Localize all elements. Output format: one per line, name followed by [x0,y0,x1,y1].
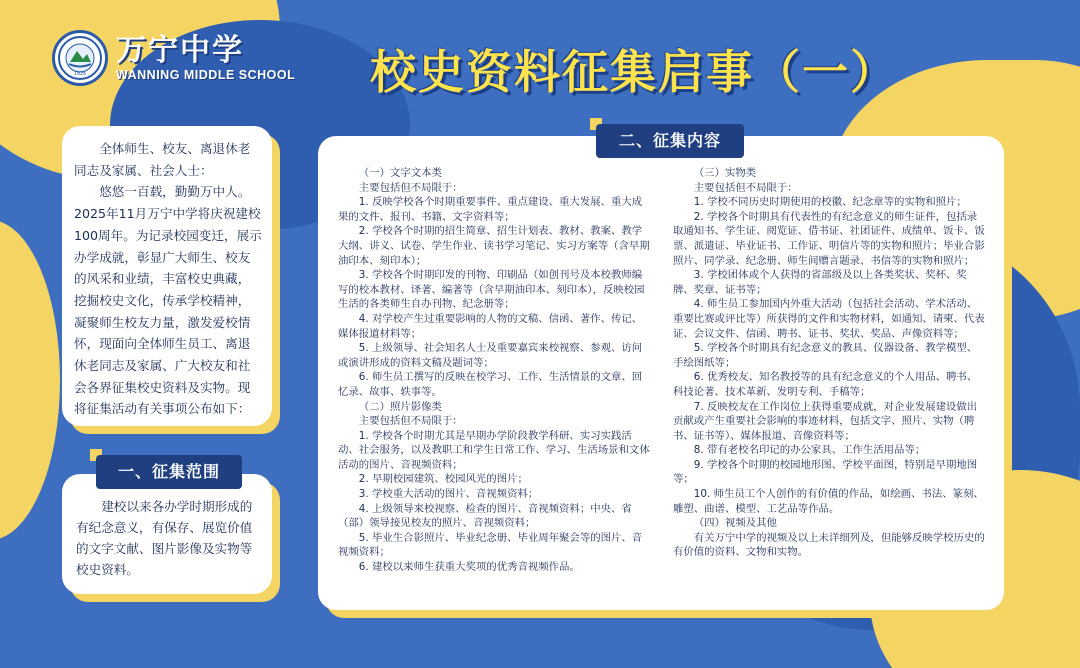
intro-body: 悠悠一百载，勤勤万中人。2025年11月万宁中学将庆祝建校100周年。为记录校园变迁，展示办学成就，彰显广大师生、校友的风采和业绩，丰富校史典藏，挖掘校史文化，传承学校精神，凝聚师生校友力量，激发爱校情怀，现面向全体师生员工、离退休老同志及家属、广大校友和社会各界征集校史资料及实物。现将征集活动有关事项公布如下： [74,184,262,417]
list-item: 5. 上级领导、社会知名人士及重要嘉宾来校视察、参观、访问或演讲形成的资料文稿及题词等； [338,342,643,369]
intro-greeting: 全体师生、校友、离退休老同志及家属、社会人士： [74,141,251,178]
list-item: 1. 学校不同历史时期使用的校徽、纪念章等的实物和照片； [693,196,967,209]
photo-category-lead: 主要包括但不局限于： [358,415,463,428]
list-item: 3. 学校重大活动的图片、音视频资料； [358,488,539,501]
video-category-body: 有关万宁中学的视频及以上未详细列及，但能够反映学校历史的有价值的资料、文物和实物。 [673,531,985,559]
scope-body: 建校以来各办学时期形成的有纪念意义，有保存、展览价值的文字文献、图片影像及实物等校史资料。 [76,499,253,577]
list-item: 5. 学校各个时期具有纪念意义的教具、仪器设备、教学模型、手绘图纸等； [673,342,978,369]
object-category-lead: 主要包括但不局限于： [693,181,798,194]
list-item: 7. 反映校友在工作岗位上获得重要成就，对企业发展建设做出贡献或产生重要社会影响的事迹材料，包括文字、照片、实物（聘书、证书等）、媒体报道、音像资料等； [673,400,978,442]
list-item: 9. 学校各个时期的校园地形图、学校平面图，特别是早期地图等； [673,458,978,486]
school-emblem-icon [52,30,108,86]
object-category-title: （三）实物类 [693,167,757,179]
list-item: 4. 上级领导来校视察、检查的图片、音视频资料；中央、省（部）领导接见校友的照片、音视频资料； [338,502,632,530]
logo-year: 1926 [73,71,87,77]
list-item: 6. 优秀校友、知名教授等的具有纪念意义的个人用品、聘书、科技论著、技术革新、发明专利、手稿等； [673,371,978,398]
video-category-title: （四）视频及其他 [693,517,777,530]
list-item: 3. 学校各个时期印发的刊物、印刷品（如创刊号及本校教师编写的校本教材、译著、编著等（含早期油印本、刻印本），反映校园生活的各类师生自办刊物、纪念册等； [338,269,645,311]
text-category-title: （一）文字文本类 [358,167,442,179]
bg-yellow-blob [0,220,60,540]
section-heading-content: 二、征集内容 [596,124,744,158]
list-item: 2. 学校各个时期的招生简章、招生计划表、教材、教案、教学大纲、讲义、试卷、学生作业、读书学习笔记、实习方案等（含早期油印本、刻印本）； [338,225,650,267]
intro-card [62,126,272,426]
list-item: 8. 带有老校名印记的办公家具、工作生活用品等； [693,444,926,457]
content-card [318,136,1004,610]
list-item: 1. 反映学校各个时期重要事件、重点建设、重大发展、重大成果的文件、报刊、书籍、文字资料等； [338,196,643,223]
scope-card [62,474,272,594]
list-item: 5. 毕业生合影照片、毕业纪念册、毕业周年聚会等的图片、音视频资料； [338,531,643,559]
school-logo [52,30,295,86]
list-item: 3. 学校团体或个人获得的省部级及以上各类奖状、奖杯、奖牌、奖章、证书等； [673,269,967,296]
list-item: 6. 师生员工撰写的反映在校学习、工作、生活情景的文章、回忆录、故事、轶事等。 [338,371,643,398]
text-category-lead: 主要包括但不局限于： [358,181,463,194]
page-title: 校史资料征集启事（一） [370,45,898,99]
list-item: 2. 早期校园建筑、校园风光的图片； [358,473,528,486]
logo-english-name: WANNING MIDDLE SCHOOL [116,68,296,82]
content-right-column [673,166,986,600]
list-item: 6. 建校以来师生获重大奖项的优秀音视频作品。 [358,561,580,574]
logo-chinese-name: 万宁中学 [116,33,244,68]
photo-category-title: （二）照片影像类 [358,400,442,413]
list-item: 4. 师生员工参加国内外重大活动（包括社会活动、学术活动、重要比赛或评比等）所获得的文件和实物材料，如通知、请柬、代表证、会议文件、信函、聘书、证书、奖状、奖品、声像资料等； [673,298,985,340]
section-heading-scope: 一、征集范围 [96,455,242,489]
list-item: 4. 对学校产生过重要影响的人物的文稿、信函、著作、传记、媒体报道材料等； [338,312,643,340]
content-left-column [338,166,651,600]
list-item: 2. 学校各个时期具有代表性的有纪念意义的师生证件，包括录取通知书、学生证、阅览证、借书证、社团证件、成绩单、饭卡、饭票、派遣证、毕业证书、工作证、明信片等的实物和照片；毕业合影照片、同学录、纪念册、师生间赠言题录、书信等的实物和照片； [673,210,985,267]
list-item: 1. 学校各个时期尤其是早期办学阶段教学科研、实习实践活动、社会服务，以及教职工和学生日常工作、学习、生活场景和文体活动的图片、音视频资料； [338,429,650,471]
list-item: 10. 师生员工个人创作的有价值的作品，如绘画、书法、篆刻、雕塑、曲谱、模型、工艺品等作品。 [673,488,984,515]
